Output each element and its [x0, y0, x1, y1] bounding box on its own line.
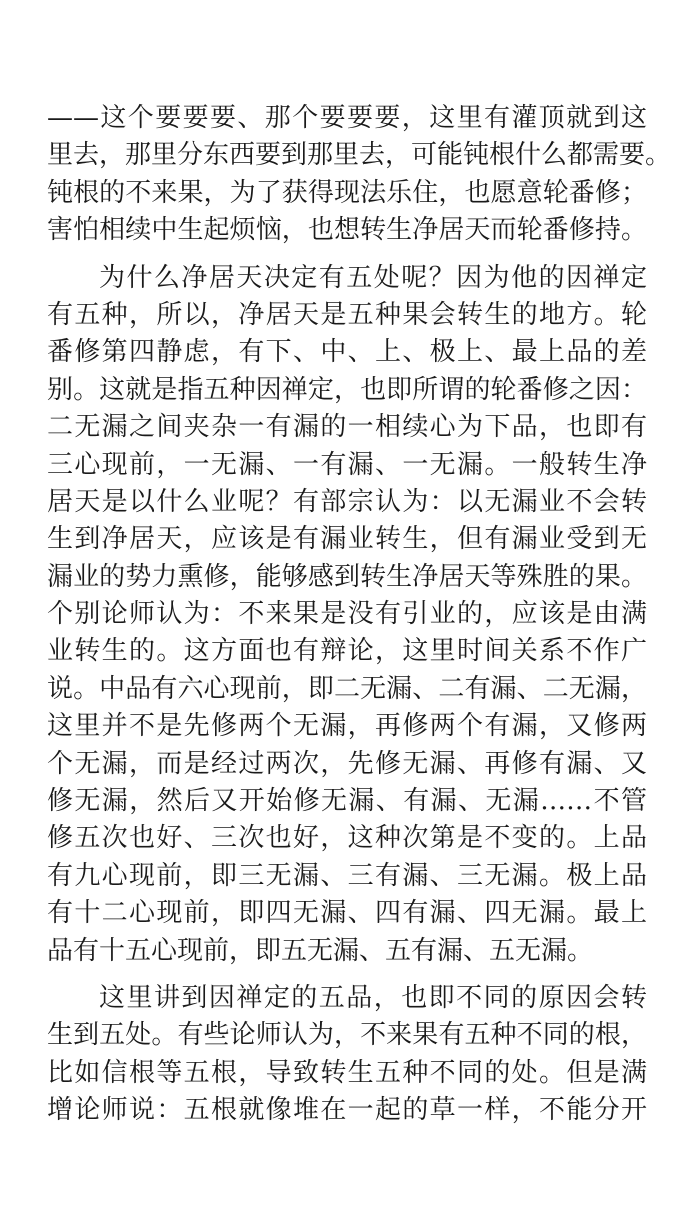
text-line: 有五种，所以，净居天是五种果会转生的地方。轮: [47, 299, 647, 330]
paragraph-3: [47, 980, 647, 1130]
text-line: 害怕相续中生起烦恼，也想转生净居天而轮番修持。: [47, 215, 647, 246]
page-text: [47, 100, 672, 1130]
text-line: 居天是以什么业呢？有部宗认为：以无漏业不会转: [47, 486, 647, 517]
text-line: 有十二心现前，即四无漏、四有漏、四无漏。最上: [47, 898, 647, 929]
text-line: 钝根的不来果，为了获得现法乐住，也愿意轮番修；: [47, 177, 647, 208]
text-line: 漏业的势力熏修，能够感到转生净居天等殊胜的果。: [47, 561, 647, 592]
text-line: 这里讲到因禅定的五品，也即不同的原因会转: [99, 982, 647, 1013]
text-line: 生到净居天，应该是有漏业转生，但有漏业受到无: [47, 524, 647, 555]
text-line: 二无漏之间夹杂一有漏的一相续心为下品，也即有: [47, 412, 647, 443]
text-line: 个无漏，而是经过两次，先修无漏、再修有漏、又: [47, 748, 647, 779]
paragraph-2: [47, 260, 647, 970]
text-line: 别。这就是指五种因禅定，也即所谓的轮番修之因：: [47, 374, 647, 405]
text-line: 有九心现前，即三无漏、三有漏、三无漏。极上品: [47, 860, 647, 891]
text-line: 修无漏，然后又开始修无漏、有漏、无漏……不管: [47, 786, 647, 817]
paragraph-1: [47, 100, 672, 250]
text-line: 里去，那里分东西要到那里去，可能钝根什么都需要。: [47, 140, 672, 171]
text-line: 番修第四静虑，有下、中、上、极上、最上品的差: [47, 337, 647, 368]
text-line: 品有十五心现前，即五无漏、五有漏、五无漏。: [47, 935, 594, 966]
text-line: ——这个要要要、那个要要要，这里有灌顶就到这: [47, 103, 647, 133]
text-line: 三心现前，一无漏、一有漏、一无漏。一般转生净: [47, 449, 647, 480]
text-line: 比如信根等五根，导致转生五种不同的处。但是满: [47, 1057, 647, 1088]
text-line: 个别论师认为：不来果是没有引业的，应该是由满: [47, 599, 647, 630]
paragraph-spacer: [47, 970, 647, 980]
text-line: 说。中品有六心现前，即二无漏、二有漏、二无漏，: [47, 673, 647, 704]
text-line: 增论师说：五根就像堆在一起的草一样，不能分开: [47, 1095, 647, 1126]
text-line: 生到五处。有些论师认为，不来果有五种不同的根，: [47, 1020, 647, 1051]
text-line: 业转生的。这方面也有辩论，这里时间关系不作广: [47, 636, 647, 667]
text-line: 这里并不是先修两个无漏，再修两个有漏，又修两: [47, 711, 647, 742]
text-line: 为什么净居天决定有五处呢？因为他的因禅定: [99, 262, 647, 293]
text-line: 修五次也好、三次也好，这种次第是不变的。上品: [47, 823, 647, 854]
paragraph-spacer: [47, 250, 647, 260]
